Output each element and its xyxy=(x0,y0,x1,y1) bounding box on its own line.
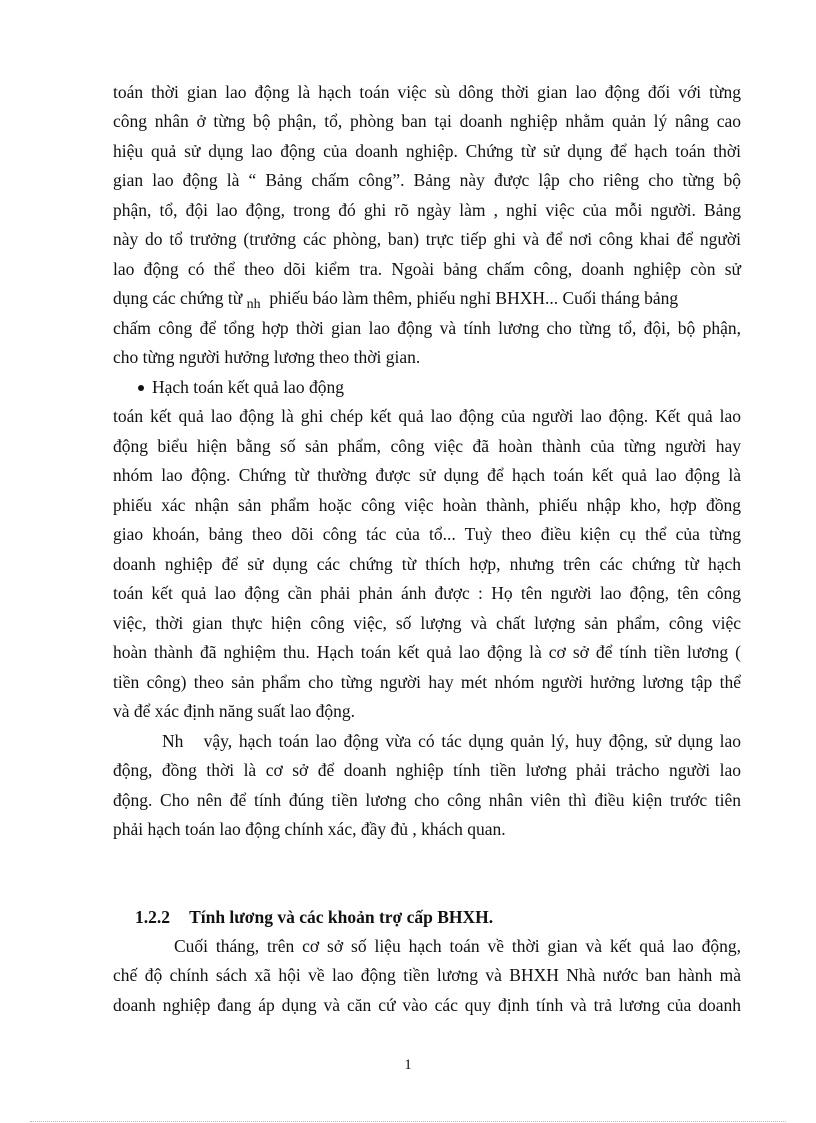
text-line: hiệu quả sử dụng lao động của doanh nghiệp. Chứng từ sử dụng để hạch toán thời xyxy=(113,141,741,161)
text-line: cho từng người hưởng lương theo thời gian. xyxy=(113,347,421,367)
text-line: giao khoán, bảng theo dõi công tác của tổ... Tuỳ theo điều kiện cụ thể của từng xyxy=(113,524,741,544)
text-segment: phiếu báo làm thêm, phiếu nghỉ BHXH... Cuối tháng bảng xyxy=(269,288,679,308)
text-line: công nhân ở từng bộ phận, tổ, phòng ban tại doanh nghiệp nhằm quản lý nâng cao xyxy=(113,111,741,131)
text-line: việc, thời gian thực hiện công việc, số lượng và chất lượng sản phẩm, công việc xyxy=(113,613,741,633)
text-line: và để xác định năng suất lao động. xyxy=(113,701,356,721)
text-line: động. Cho nên để tính đúng tiền lương cho công nhân viên thì điều kiện trước tiên xyxy=(113,790,741,810)
text-line: doanh nghiệp để sử dụng các chứng từ thích hợp, nhưng trên các chứng từ hạch xyxy=(113,554,741,574)
text-line: động, đồng thời là cơ sở để doanh nghiệp tính tiền lương phải trảcho người lao xyxy=(113,760,741,780)
text-line: Cuối tháng, trên cơ sở số liệu hạch toán về thời gian và kết quả lao động, xyxy=(174,936,741,956)
text-line: phải hạch toán lao động chính xác, đầy đủ , khách quan. xyxy=(113,819,506,839)
text-line: toán thời gian lao động là hạch toán việc sù dông thời gian lao động đối với từng xyxy=(113,82,741,102)
text-line: động biểu hiện bằng số sản phẩm, công việc đã hoàn thành của từng người hay xyxy=(113,436,741,456)
page-number: 1 xyxy=(404,1057,412,1073)
text-line: tiền công) theo sản phẩm cho từng người hay mét nhóm người hưởng lương tập thể xyxy=(113,672,741,692)
text-segment: dụng các chứng từ xyxy=(113,288,243,308)
text-segment: vậy, hạch toán lao động vừa có tác dụng quản lý, huy động, sử dụng lao xyxy=(203,731,742,751)
bullet-item xyxy=(152,373,344,402)
text-line: hoàn thành đã nghiệm thu. Hạch toán kết quả lao động là cơ sở để tính tiền lương ( xyxy=(113,642,741,662)
text-line: gian lao động là “ Bảng chấm công”. Bảng này được lập cho riêng cho từng bộ xyxy=(113,170,741,190)
text-fragment-nh: Nh xyxy=(162,731,184,751)
section-number: 1.2.2 xyxy=(135,907,170,927)
text-fragment-nh: nh xyxy=(246,297,261,312)
text-line: toán kết quả lao động là ghi chép kết quả lao động của người lao động. Kết quả lao xyxy=(113,406,741,426)
text-line: này do tổ trưởng (trưởng các phòng, ban) trực tiếp ghi và để nơi công khai để người xyxy=(113,229,741,249)
text-line: toán kết quả lao động cần phải phản ánh được : Họ tên người lao động, tên công xyxy=(113,583,741,603)
footer-divider xyxy=(30,1121,786,1122)
text-line: doanh nghiệp đang áp dụng và căn cứ vào các quy định tính và trả lương của doanh xyxy=(113,995,741,1015)
section-title: Tính lương và các khoản trợ cấp BHXH. xyxy=(189,907,494,927)
bullet-text: Hạch toán kết quả lao động xyxy=(152,377,344,397)
text-line: chấm công để tổng hợp thời gian lao động và tính lương cho từng tổ, đội, bộ phận, xyxy=(113,318,741,338)
section-heading xyxy=(135,903,493,932)
text-line: nhóm lao động. Chứng từ thường được sử dụng để hạch toán kết quả lao động là xyxy=(113,465,741,485)
text-line xyxy=(162,727,741,756)
text-line: lao động có thể theo dõi kiểm tra. Ngoài bảng chấm công, doanh nghiệp còn sử xyxy=(113,259,741,279)
bullet-icon xyxy=(138,385,144,391)
text-line: phận, tổ, đội lao động, trong đó ghi rõ ngày làm , nghỉ việc của mỗi người. Bảng xyxy=(113,200,741,220)
text-line: phiếu xác nhận sản phẩm hoặc công việc hoàn thành, phiếu nhập kho, hợp đồng xyxy=(113,495,741,515)
text-line: chế độ chính sách xã hội về lao động tiền lương và BHXH Nhà nước ban hành mà xyxy=(113,965,741,985)
